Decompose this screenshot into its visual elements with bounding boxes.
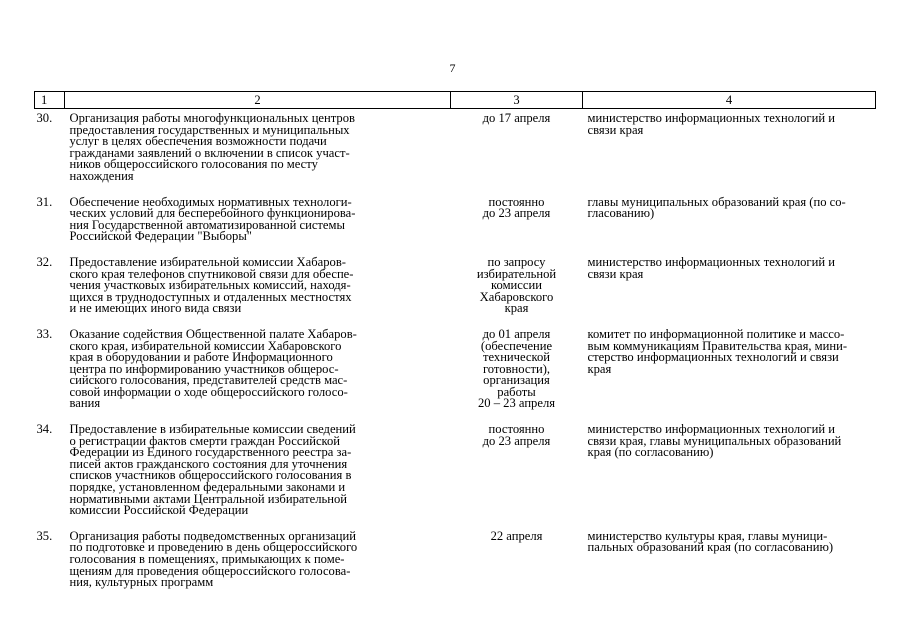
table-row — [35, 420, 876, 527]
responsible-text: министерство культуры края, главы муници- пальных образований края (по согласованию) — [587, 528, 834, 555]
responsible-text: министерство информационных технологий и связи края, главы муниципальных образований края (по согласованию) — [587, 422, 842, 460]
measures-table — [34, 91, 876, 599]
responsible-text: комитет по информационной политике и массо- вым коммуникациям Правительства края, мини- стерство информационных технологий и связи края — [587, 326, 848, 376]
row-number: 33. — [36, 326, 53, 341]
activity-text: Обеспечение необходимых нормативных технологи- ческих условий для бесперебойного функционирова- ния Государственной автоматизированной системы Российской Федерации "Выборы" — [69, 194, 356, 244]
deadline-text: по запросу избирательной комиссии Хабаровского края — [476, 254, 557, 316]
table-row — [35, 253, 876, 325]
activity-text: Предоставление избирательной комиссии Хабаров- ского края телефонов спутниковой связи для обеспе- чения участковых избирательных комиссий, находя- щихся в труднодоступных и отдаленных местностях и не имеющих иного вида связи — [69, 254, 354, 316]
deadline-text: постоянно до 23 апреля — [482, 194, 551, 221]
row-number: 34. — [36, 422, 53, 437]
activity-text: Организация работы многофункциональных центров предоставления государственных и муниципальных услуг в целях обеспечения возможности подачи гражданами заявлений о включении в список участ- ников общероссийского голосования по месту нахождения — [69, 111, 355, 183]
page-number: 7 — [449, 61, 456, 75]
activity-text: Организация работы подведомственных организаций по подготовке и проведению в день общероссийского голосования в помещениях, примыкающих к поме- щениям для проведения общероссийского голосова- ния, культурных программ — [69, 528, 358, 590]
table-row — [35, 193, 876, 253]
deadline-text: постоянно до 23 апреля — [482, 422, 551, 448]
responsible-text: министерство информационных технологий и связи края — [587, 254, 835, 281]
row-number: 30. — [36, 111, 53, 125]
deadline-text: до 17 апреля — [482, 111, 551, 125]
deadline-text: до 01 апреля (обеспечение технической готовности), организация работы 20 – 23 апреля — [477, 326, 556, 411]
responsible-text: главы муниципальных образований края (по со- гласованию) — [587, 194, 846, 221]
row-number: 31. — [36, 194, 53, 209]
table-row — [35, 325, 876, 420]
activity-text: Оказание содействия Общественной палате Хабаров- ского края, избирательной комиссии Хабаровского края в оборудовании и работе Информационного центра по информированию участников общерос- сийского голосования, представителей средств мас- совой информации о ходе общероссийского голосо- вания — [69, 326, 357, 411]
table-row — [35, 109, 876, 193]
column-number-2: 2 — [65, 92, 451, 109]
column-number-1: 1 — [35, 92, 65, 109]
responsible-text: министерство информационных технологий и связи края — [587, 111, 835, 137]
column-number-4: 4 — [583, 92, 876, 109]
row-number: 35. — [36, 528, 53, 543]
column-number-3: 3 — [451, 92, 583, 109]
deadline-text: 22 апреля — [490, 528, 543, 543]
row-number: 32. — [36, 254, 53, 269]
table-row — [35, 527, 876, 599]
activity-text: Предоставление в избирательные комиссии сведений о регистрации фактов смерти граждан Российской Федерации из Единого государственного реестра за- писей актов гражданского состояния для уточнения списков участников общероссийского голосования в порядке, установленном федеральными законами и нормативными актами Центральной избирательной комиссии Российской Федерации — [69, 422, 356, 518]
column-numbering-row — [35, 92, 876, 109]
